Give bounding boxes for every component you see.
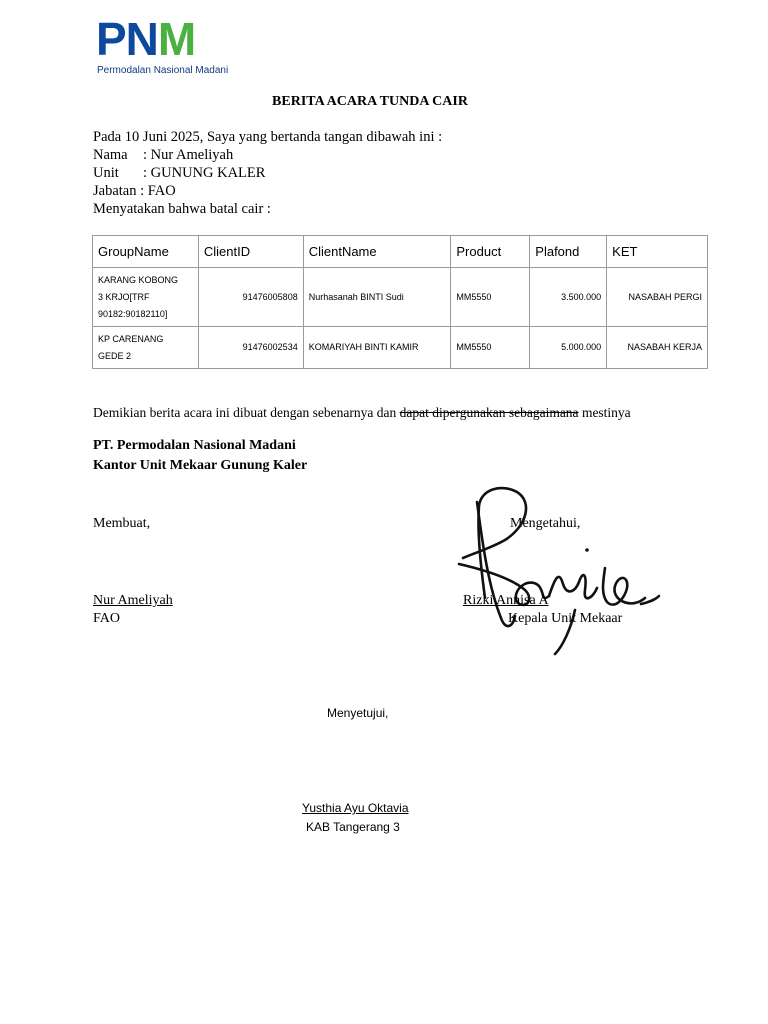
field-nama (93, 147, 233, 164)
closing-statement (93, 405, 648, 421)
cell-clientname: Nurhasanah BINTI Sudi (303, 268, 451, 327)
header-clientname: ClientName (303, 236, 451, 268)
field-jabatan (93, 183, 176, 200)
approver-role-label: Menyetujui, (327, 706, 389, 720)
acknowledger-role-label: Mengetahui, (510, 516, 581, 531)
logo-text-accent: M (157, 13, 196, 65)
office-name: Kantor Unit Mekaar Gunung Kaler (93, 458, 308, 473)
table-header-row (93, 236, 708, 268)
cell-line: KARANG KOBONG (98, 274, 179, 285)
logo-subtitle: Permodalan Nasional Madani (97, 65, 229, 76)
header-product: Product (451, 236, 530, 268)
cell-ket: NASABAH KERJA (607, 327, 708, 369)
approver-position: KAB Tangerang 3 (306, 820, 400, 834)
cell-clientname: KOMARIYAH BINTI KAMIR (303, 327, 451, 369)
field-label: Unit (93, 165, 119, 181)
maker-position: FAO (93, 611, 120, 626)
acknowledger-name: Rizki Annisa A (463, 593, 549, 608)
cell-plafond: 3.500.000 (530, 268, 607, 327)
cancelled-disbursement-table (92, 235, 708, 369)
cell-plafond: 5.000.000 (530, 327, 607, 369)
cell-line: KP CARENANG (98, 333, 164, 344)
cell-groupname (93, 268, 199, 327)
logo-text-main: PN (96, 13, 158, 65)
field-value: : FAO (140, 183, 176, 199)
statement-line: Menyatakan bahwa batal cair : (93, 201, 271, 217)
header-groupname: GroupName (93, 236, 199, 268)
header-ket: KET (607, 236, 708, 268)
closing-text: Demikian berita acara ini dibuat dengan sebenarnya dan (93, 405, 400, 420)
handwritten-signature (455, 478, 665, 658)
field-value: : GUNUNG KALER (143, 165, 266, 181)
acknowledger-position: Kepala Unit Mekaar (508, 611, 623, 626)
closing-struck-text: dapat dipergunakan sebagaimana (399, 405, 579, 420)
pnm-logo (96, 14, 195, 64)
approver-name: Yusthia Ayu Oktavia (302, 801, 409, 815)
header-clientid: ClientID (198, 236, 303, 268)
maker-name: Nur Ameliyah (93, 593, 173, 608)
document-title: BERITA ACARA TUNDA CAIR (272, 94, 468, 109)
company-name: PT. Permodalan Nasional Madani (93, 438, 296, 453)
field-label: Nama (93, 147, 128, 163)
cell-ket: NASABAH PERGI (607, 268, 708, 327)
table-row (93, 268, 708, 327)
cell-groupname (93, 327, 199, 369)
cell-line: 3 KRJO[TRF (98, 291, 150, 302)
cell-clientid: 91476005808 (198, 268, 303, 327)
cell-line: 90182:90182110] (98, 308, 168, 319)
intro-line: Pada 10 Juni 2025, Saya yang bertanda tangan dibawah ini : (93, 129, 443, 145)
cell-product: MM5550 (451, 327, 530, 369)
closing-text-end: mestinya (578, 405, 631, 420)
cell-line: GEDE 2 (98, 350, 132, 361)
cell-clientid: 91476002534 (198, 327, 303, 369)
field-unit (93, 165, 265, 182)
table-row (93, 327, 708, 369)
cell-product: MM5550 (451, 268, 530, 327)
maker-role-label: Membuat, (93, 516, 151, 531)
field-value: : Nur Ameliyah (143, 147, 234, 163)
header-plafond: Plafond (530, 236, 607, 268)
field-label: Jabatan (93, 183, 137, 199)
